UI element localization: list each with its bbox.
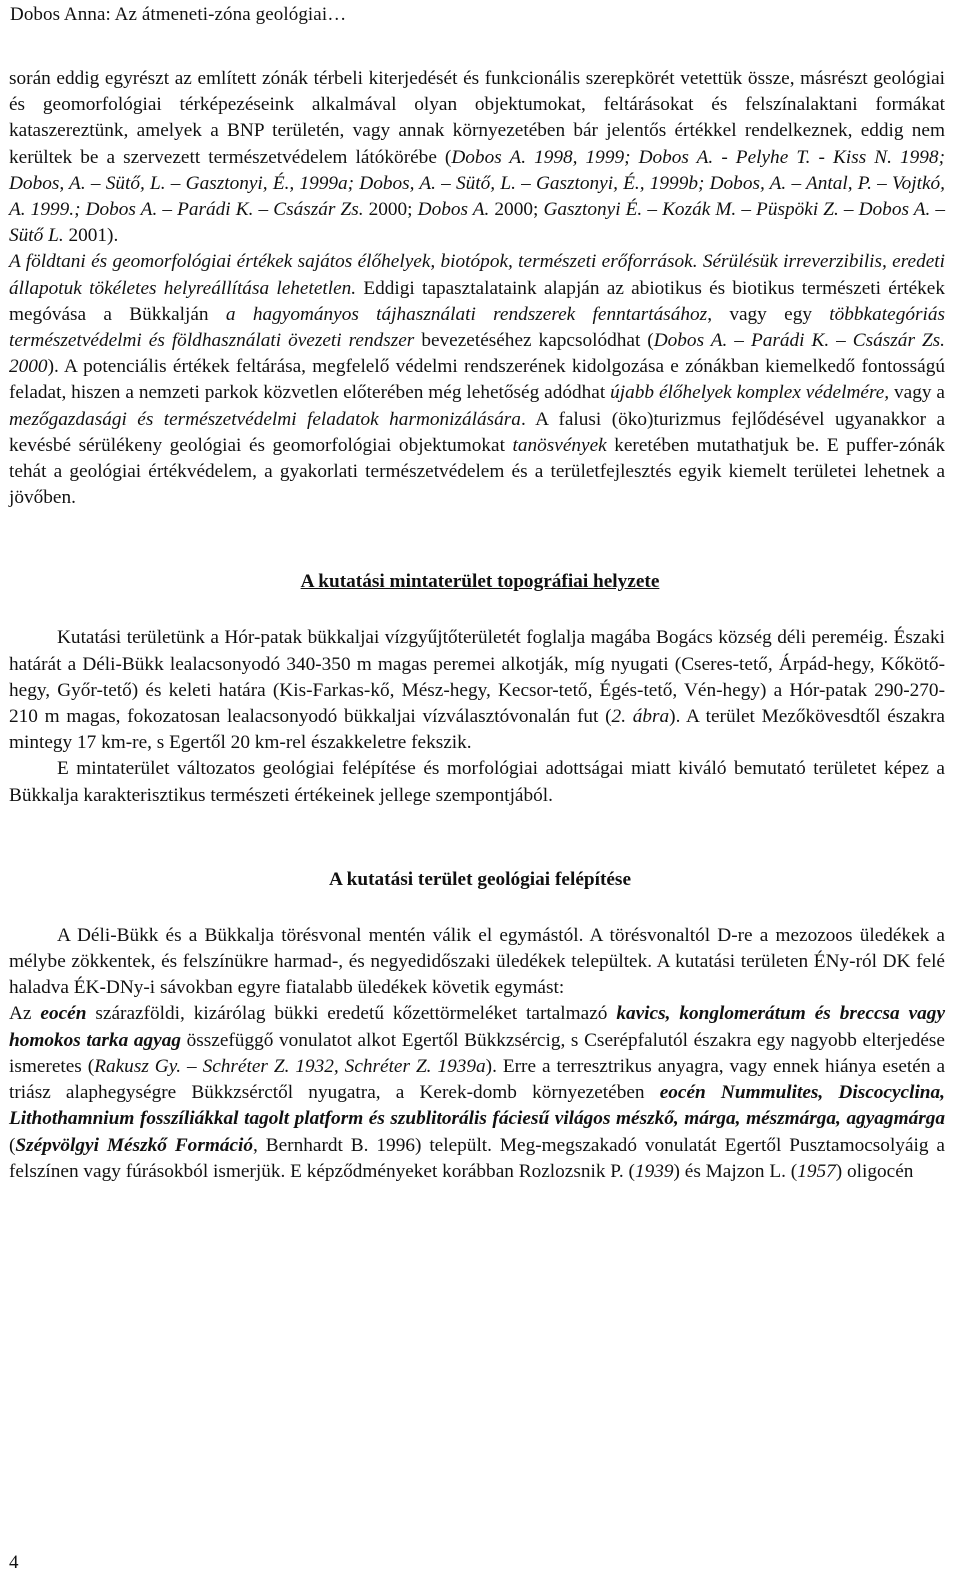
spacer: [0, 595, 960, 625]
page-body: [0, 66, 960, 1185]
emphasis: többkategóriás természetvédelmi és földhasználati övezeti rendszer: [9, 303, 945, 352]
spacer: [0, 809, 960, 867]
text-run: ) és Majzon L. (: [673, 1160, 798, 1182]
paragraph-topography-1: [9, 625, 945, 756]
citation: Dobos A.: [417, 199, 490, 221]
term: Szépvölgyi Mészkő Formáció: [15, 1134, 254, 1156]
text-run: ). A potenciális értékek feltárása, megfelelő védelmi rendszerének kidolgozása e zónákban kiemelkedő fontosságú feladat, hiszen a nemzeti parkok közvetlen előterében még lehetőség adódhat: [9, 356, 945, 404]
section-heading-geology: A kutatási terület geológiai felépítése: [328, 868, 631, 890]
emphasis: a hagyományos tájhasználati rendszerek fenntartásához: [225, 303, 708, 325]
text-run: 2001: [63, 225, 108, 247]
text-run: ) oligocén: [835, 1160, 914, 1182]
text-run: (: [9, 1134, 16, 1156]
running-header: Dobos Anna: Az átmeneti-zóna geológiai…: [10, 4, 347, 25]
figure-reference: 2. ábra: [611, 706, 670, 728]
paragraph-geology-1: A Déli-Bükk és a Bükkalja törésvonal mentén válik el egymástól. A törésvonaltól D-re a mezozoos üledékek a mélybe zökkentek, és felszínükre harmad-, és negyedidőszaki üledékek települtek. A kutatási területen ÉNy-ról DK felé haladva ÉK-DNy-i sávokban egyre fiatalabb üledékek követik egymást:: [9, 924, 945, 999]
text-run: során eddig egyrészt az említett zónák térbeli kiterjedését és funkcionális szerepkörét vetettük össze, másrészt geológiai és geomorfológiai térképezéseink alkalmával olyan objektumokat, feltárásokat és felszínalaktani formákat kataszereztünk, amelyek a BNP területén, vagy annak környezetében bár jelentős értékkel rendelkeznek, eddig nem kerültek be a szervezett természetvédelem látókörébe (: [9, 68, 945, 168]
emphasis: újabb élőhelyek komplex védelmére,: [610, 382, 890, 404]
text-run: . A falusi (öko)turizmus fejlődésével ugyanakkor a kevésbé sérülékeny geológiai és geomorfológiai objektumokat: [9, 408, 945, 456]
text-run: 2000;: [489, 199, 544, 221]
citation-year: 1939: [634, 1160, 674, 1182]
term: kavics, konglomerátum és breccsa vagy homokos tarka agyag: [9, 1003, 945, 1051]
paragraph-values: [9, 249, 945, 511]
text-run: szárazföldi, kizárólag bükki eredetű kőzettörmeléket tartalmazó: [86, 1003, 617, 1025]
citation-year: 1957: [797, 1160, 836, 1182]
term: eocén Nummulites, Discocyclina, Lithothamnium fosszíliákkal tagolt platform és szublitorális fáciesű világos mészkő, márga, mészmárga, agyagmárga: [9, 1082, 945, 1130]
term: eocén: [40, 1003, 87, 1025]
text-run: , vagy egy: [707, 303, 830, 325]
page-number: 4: [9, 1552, 19, 1573]
text-run: keretében mutathatjuk be. E puffer-zónák tehát a geológiai értékvédelem, a gyakorlati természetvédelem és a területfejlesztés egyik kiemelt területei lehetnek a jövőben.: [9, 434, 945, 509]
spacer: [0, 511, 960, 569]
text-run: ). Erre a terresztrikus anyagra, vagy ennek hiánya esetén a triász alaphegységre Bükkzsérctől nyugatra, a Kerek-domb környezetében: [9, 1055, 945, 1104]
section-heading-topography: A kutatási mintaterület topográfiai helyzete: [300, 571, 660, 593]
paragraph-geology-2: [9, 1001, 945, 1184]
emphasis: tanösvények: [512, 434, 607, 456]
text-run: vagy a: [889, 382, 945, 404]
spacer: [0, 893, 960, 923]
citation: Dobos A. 1998, 1999; Dobos A. - Pelyhe T. - Kiss N. 1998; Dobos, A. – Sütő, L. – Gasztonyi, É., 1999a; Dobos, A. – Sütő, L. – Gasztonyi, É., 1999b; Dobos, A. – Antal, P. – Vojtkó, A. 1999.; Dobos A. – Parádi K. – Császár Zs.: [9, 146, 945, 221]
paragraph-topography-2: E mintaterület változatos geológiai felépítése és morfológiai adottságai miatt kiváló bemutató területet képez a Bükkalja karakterisztikus természeti értékeinek jellege szempontjából.: [9, 758, 945, 806]
text-run: bevezetéséhez kapcsolódhat (: [414, 330, 654, 352]
text-run: 2000;: [363, 199, 418, 221]
text-run: összefüggő vonulatot alkot Egertől Bükkzsércig, s Cserépfalutól északra egy nagyobb elterjedése ismeretes (: [9, 1029, 945, 1077]
citation: Dobos A. – Parádi K. – Császár Zs. 2000: [9, 330, 945, 378]
text-run: Kutatási területünk a Hór-patak bükkaljai vízgyűjtőterületét foglalja magába Bogács község déli pereméig. Északi határát a Déli-Bükk lealacsonyodó 340-350 m magas peremei alkotják, míg nyugati (Cseres-tető, Árpád-hegy, Kőkötő-hegy, Győr-tető) és keleti határa (Kis-Farkas-kő, Mész-hegy, Kecsor-tető, Égés-tető, Vén-hegy) a Hór-patak 290-270-210 m magas, fokozatosan lealacsonyodó bükkaljai vízválasztóvonalán fut (: [9, 627, 945, 728]
text-run: ). A terület Mezőkövesdtől északra mintegy 17 km-re, s Egertől 20 km-rel északkeletre fekszik.: [9, 706, 945, 754]
text-run: , Bernhardt B. 1996) települt. Meg-megszakadó vonulatát Egertől Pusztamocsolyáig a felszínen vagy fúrásokból ismerjük. E képződményeket korábban Rozlozsnik P. (: [9, 1134, 945, 1182]
citation: Rakusz Gy. – Schréter Z. 1932, Schréter Z. 1939a: [94, 1055, 486, 1077]
text-run: Eddigi tapasztalataink alapján az abiotikus és biotikus természeti értékek megóvása a Bükkalján: [9, 277, 945, 325]
text-run: ).: [107, 225, 119, 247]
text-run: Az: [9, 1003, 41, 1025]
citation: Gasztonyi É. – Kozák M. – Püspöki Z. – Dobos A. – Sütő L.: [9, 199, 946, 247]
emphasis: mezőgazdasági és természetvédelmi feladatok harmonizálására: [9, 408, 521, 430]
emphasis: A földtani és geomorfológiai értékek sajátos élőhelyek, biotópok, természeti erőforrások. Sérülésük irreverzibilis, eredeti állapotuk tökéletes helyreállítása lehetetlen.: [9, 251, 945, 299]
paragraph-intro: [9, 66, 945, 249]
